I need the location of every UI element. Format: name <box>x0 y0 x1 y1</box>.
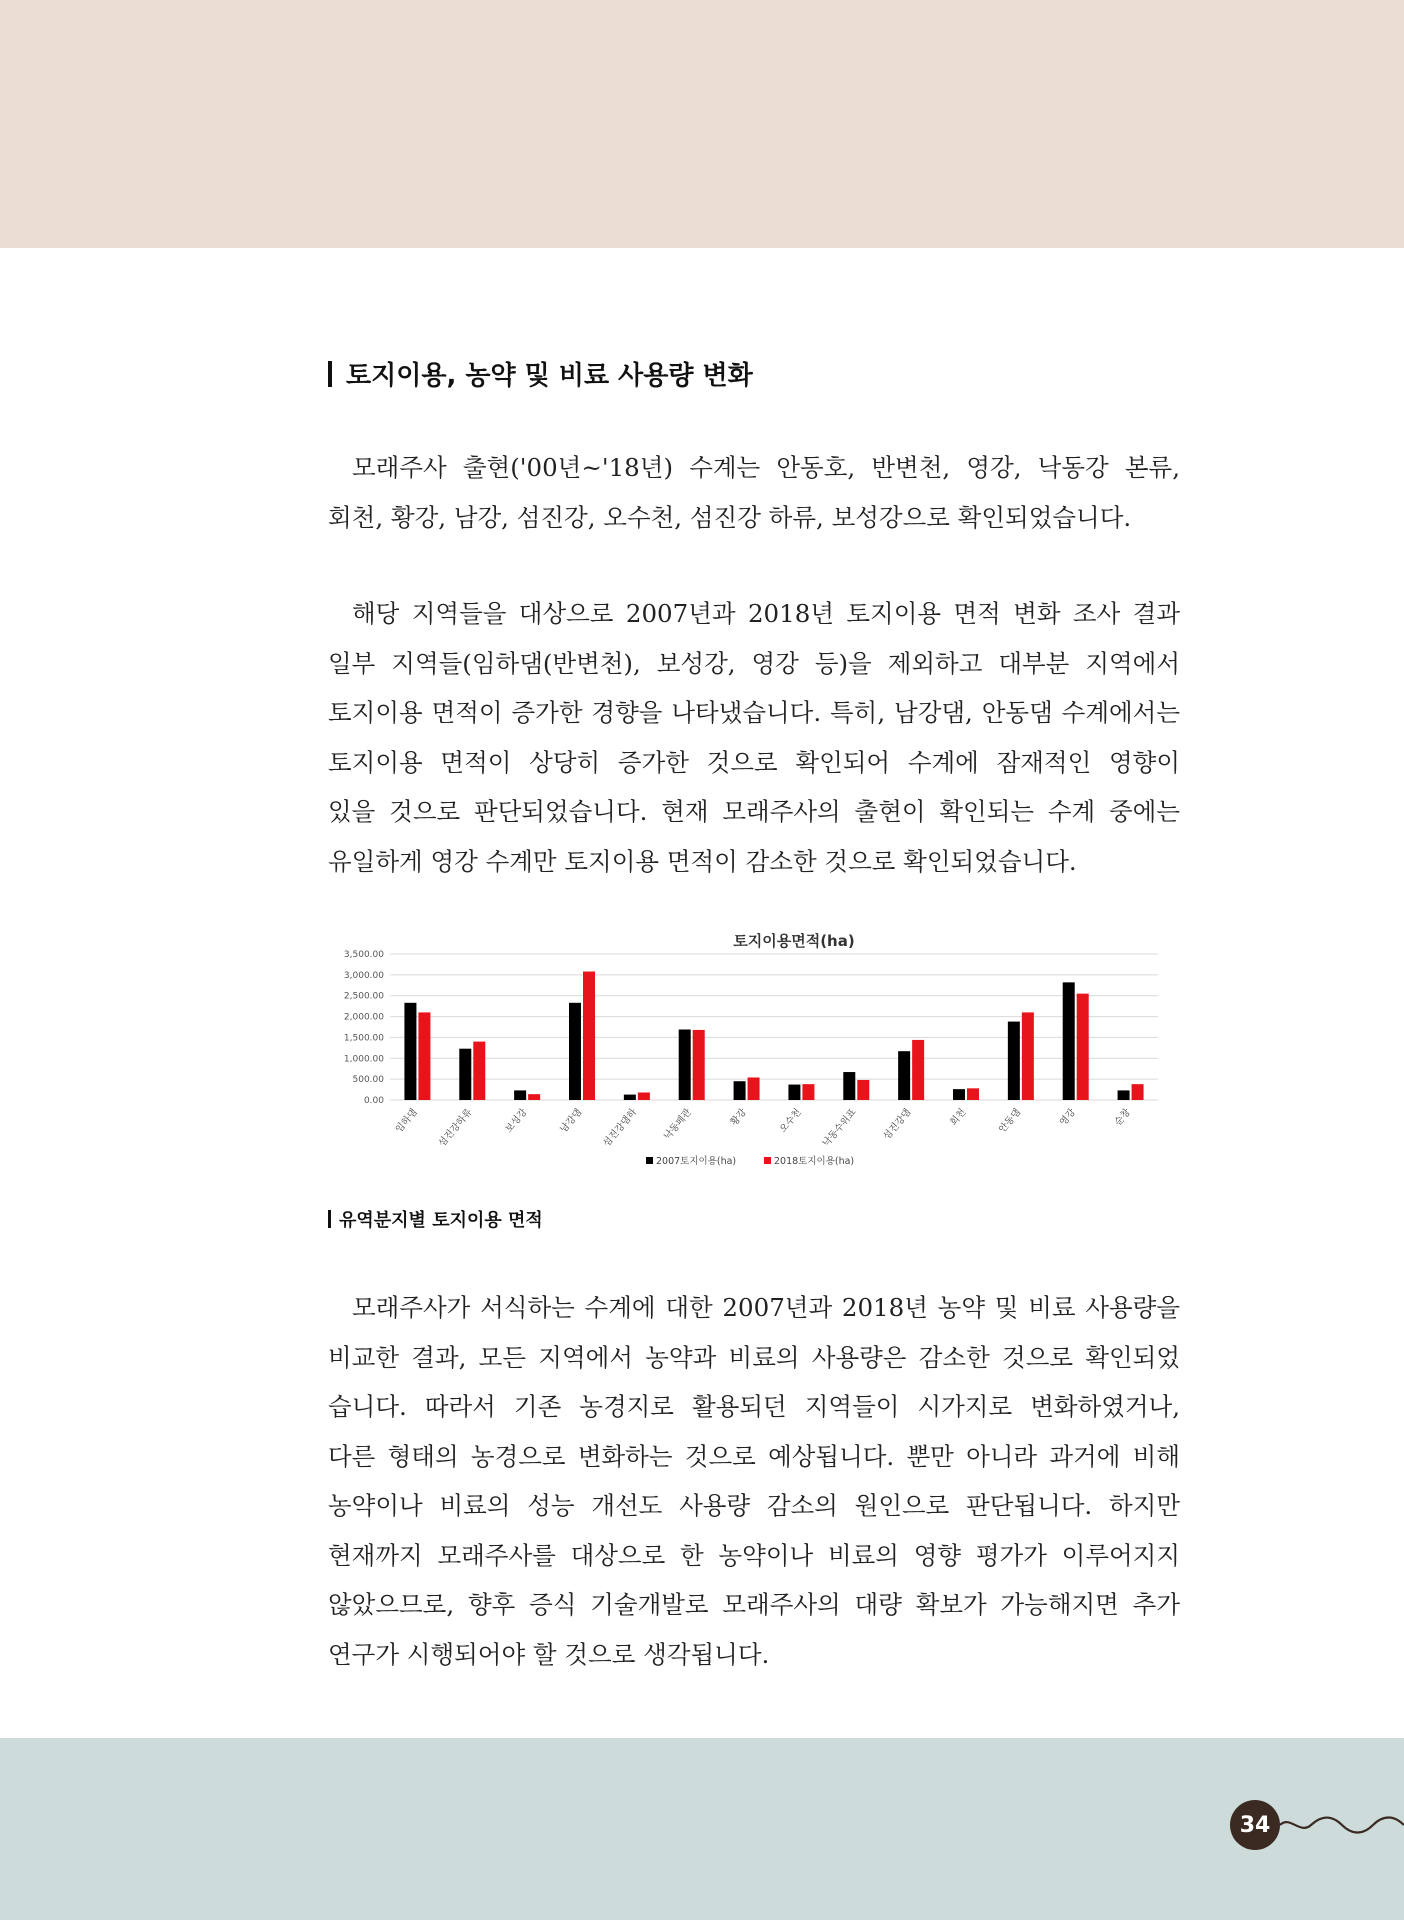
y-tick-label: 500.00 <box>352 1075 384 1086</box>
y-tick-label: 1,000.00 <box>343 1054 384 1065</box>
paragraph-2 <box>328 589 1180 886</box>
y-tick-label: 3,000.00 <box>343 970 384 981</box>
text-line: 일부 지역들(임하댐(반변천), 보성강, 영강 등)을 제외하고 대부분 지역에서 <box>328 648 1180 678</box>
y-tick-label: 3,500.00 <box>343 950 384 960</box>
y-tick-label: 2,000.00 <box>343 1012 384 1023</box>
x-tick-label: 회천 <box>948 1106 969 1128</box>
text-line: 현재까지 모래주사를 대상으로 한 농약이나 비료의 영향 평가가 이루어지지 <box>328 1540 1180 1570</box>
paragraph-1 <box>328 443 1180 542</box>
text-line: 유일하게 영강 수계만 토지이용 면적이 감소한 것으로 확인되었습니다. <box>328 846 1077 876</box>
x-tick-label: 섬진강하류 <box>436 1106 475 1150</box>
bar-2007 <box>788 1085 800 1100</box>
bar-2007 <box>898 1051 910 1100</box>
bar-2018 <box>583 972 595 1100</box>
x-tick-label: 보성강 <box>503 1106 530 1136</box>
text-line: 연구가 시행되어야 할 것으로 생각됩니다. <box>328 1639 770 1669</box>
bar-2007 <box>1008 1022 1020 1100</box>
x-tick-label: 남강댐 <box>558 1106 585 1136</box>
footer-band <box>0 1738 1404 1920</box>
figure-caption <box>328 1206 543 1232</box>
legend-swatch <box>764 1157 771 1164</box>
legend-swatch <box>646 1157 653 1164</box>
paragraph-3 <box>328 1283 1180 1679</box>
bar-2018 <box>418 1012 430 1100</box>
wave-ornament <box>1280 1810 1404 1840</box>
text-line: 토지이용 면적이 증가한 경향을 나타냈습니다. 특히, 남강댐, 안동댐 수계에서는 <box>328 698 1180 727</box>
text-line: 않았으므로, 향후 증식 기술개발로 모래주사의 대량 확보가 가능해지면 추가 <box>328 1590 1180 1619</box>
text-line: 있을 것으로 판단되었습니다. 현재 모래주사의 출현이 확인되는 수계 중에는 <box>328 797 1180 826</box>
text-line: 모래주사 출현('00년~'18년) 수계는 안동호, 반변천, 영강, 낙동강 본류, <box>352 453 1180 482</box>
bar-2007 <box>734 1081 746 1100</box>
bar-2018 <box>857 1080 869 1100</box>
legend-label: 2007토지이용(ha) <box>656 1156 737 1167</box>
bar-2007 <box>843 1072 855 1100</box>
chart-title: 토지이용면적(ha) <box>733 932 855 950</box>
bar-2007 <box>404 1003 416 1100</box>
x-tick-label: 섬진강댐 <box>881 1106 914 1143</box>
header-band <box>0 0 1404 248</box>
bar-2018 <box>1022 1012 1034 1100</box>
bar-2018 <box>912 1040 924 1100</box>
x-tick-label: 영강 <box>1057 1106 1079 1128</box>
bar-2018 <box>473 1042 485 1100</box>
figure-caption-text: 유역분지별 토지이용 면적 <box>339 1210 543 1231</box>
section-title-text: 토지이용, 농약 및 비료 사용량 변화 <box>346 361 753 391</box>
bar-2018 <box>1132 1084 1144 1100</box>
bar-2018 <box>748 1077 760 1100</box>
x-tick-label: 오수천 <box>777 1106 804 1136</box>
y-tick-label: 2,500.00 <box>343 991 384 1002</box>
bar-2007 <box>1118 1090 1130 1100</box>
text-line: 습니다. 따라서 기존 농경지로 활용되던 지역들이 시가지로 변화하였거나, <box>328 1392 1180 1421</box>
text-line: 비교한 결과, 모든 지역에서 농약과 비료의 사용량은 감소한 것으로 확인되었 <box>328 1342 1180 1372</box>
bar-2007 <box>679 1030 691 1100</box>
bar-2007 <box>953 1089 965 1100</box>
bar-2018 <box>1077 994 1089 1100</box>
caption-marker <box>328 1210 331 1228</box>
section-title <box>328 355 753 392</box>
bar-2018 <box>967 1088 979 1100</box>
bar-2007 <box>569 1003 581 1100</box>
bar-2007 <box>624 1095 636 1100</box>
x-tick-label: 섬진강댐하 <box>601 1106 640 1150</box>
text-line: 토지이용 면적이 상당히 증가한 것으로 확인되어 수계에 잠재적인 영향이 <box>328 747 1180 777</box>
title-marker <box>328 361 332 387</box>
y-tick-label: 0.00 <box>363 1096 384 1106</box>
bar-2007 <box>1063 982 1075 1100</box>
text-line: 다른 형태의 농경으로 변화하는 것으로 예상됩니다. 뿐만 아니라 과거에 비해 <box>328 1441 1180 1471</box>
bar-2018 <box>693 1030 705 1100</box>
x-tick-label: 낙동수위표 <box>820 1106 859 1150</box>
text-line: 농약이나 비료의 성능 개선도 사용량 감소의 원인으로 판단됩니다. 하지만 <box>328 1491 1180 1520</box>
y-tick-label: 1,500.00 <box>343 1033 384 1044</box>
page-number: 34 <box>1230 1800 1280 1850</box>
bar-2018 <box>638 1092 650 1100</box>
bar-2018 <box>528 1094 540 1100</box>
x-tick-label: 임하댐 <box>393 1106 420 1136</box>
x-tick-label: 순창 <box>1112 1106 1133 1128</box>
text-line: 모래주사가 서식하는 수계에 대한 2007년과 2018년 농약 및 비료 사용량을 <box>352 1293 1180 1322</box>
bar-2007 <box>514 1090 526 1100</box>
x-tick-label: 안동댐 <box>997 1106 1024 1136</box>
text-line: 회천, 황강, 남강, 섬진강, 오수천, 섬진강 하류, 보성강으로 확인되었습니다. <box>328 502 1132 532</box>
x-tick-label: 낙동페관 <box>661 1106 695 1143</box>
text-line: 해당 지역들을 대상으로 2007년과 2018년 토지이용 면적 변화 조사 결과 <box>352 599 1180 628</box>
land-use-chart <box>328 930 1180 1180</box>
bar-2007 <box>459 1049 471 1100</box>
legend-label: 2018토지이용(ha) <box>774 1156 855 1167</box>
x-tick-label: 황강 <box>728 1106 749 1128</box>
bar-2018 <box>802 1084 814 1100</box>
